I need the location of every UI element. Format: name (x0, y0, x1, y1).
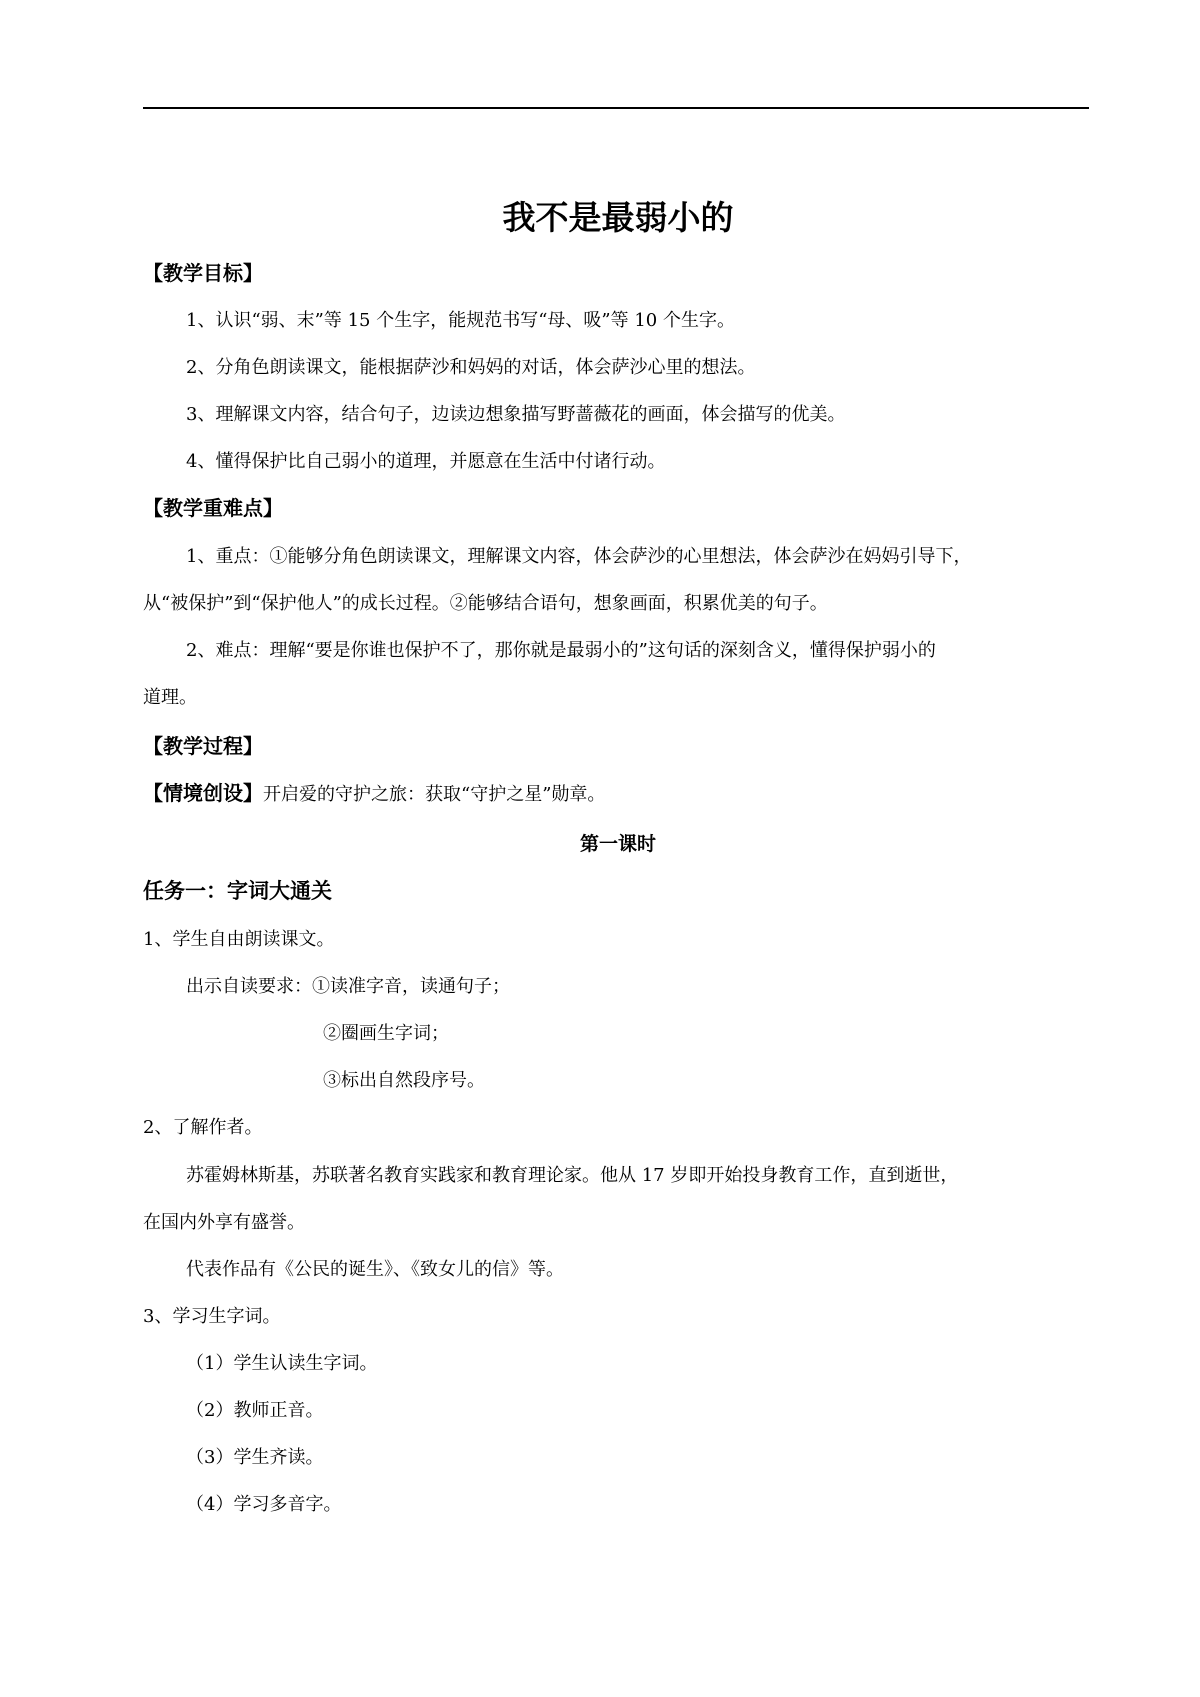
objective-item-4: 4、懂得保护比自己弱小的道理，并愿意在生活中付诸行动。 (186, 451, 666, 472)
scenario-heading: 【情境创设】 (143, 781, 263, 805)
lesson-title: 第一课时 (579, 833, 656, 855)
task1-step-3: 3、学习生字词。 (143, 1306, 281, 1327)
difficulty-line-1: 2、难点：理解“要是你谁也保护不了，那你就是最弱小的”这句话的深刻含义，懂得保护弱小的 (186, 640, 936, 661)
difficulty-line-2: 道理。 (143, 687, 197, 708)
scenario-text: 开启爱的守护之旅：获取“守护之星”勋章。 (263, 784, 606, 805)
sub-step-3: （3）学生齐读。 (186, 1447, 324, 1468)
author-line-2: 在国内外享有盛誉。 (143, 1212, 305, 1233)
header-rule (143, 107, 1089, 109)
requirement-2: ②圈画生字词； (323, 1023, 449, 1044)
process-heading: 【教学过程】 (143, 734, 263, 758)
sub-step-1: （1）学生认读生字词。 (186, 1353, 378, 1374)
task1-step-1: 1、学生自由朗读课文。 (143, 929, 335, 950)
page-title: 我不是最弱小的 (502, 198, 734, 237)
author-line-1: 苏霍姆林斯基，苏联著名教育实践家和教育理论家。他从 17 岁即开始投身教育工作，直到逝世， (186, 1165, 959, 1186)
objective-item-2: 2、分角色朗读课文，能根据萨沙和妈妈的对话，体会萨沙心里的想法。 (186, 357, 756, 378)
requirement-intro: 出示自读要求：①读准字音，读通句子； (186, 976, 510, 997)
objectives-heading: 【教学目标】 (143, 261, 263, 285)
works-line: 代表作品有《公民的诞生》、《致女儿的信》等。 (186, 1259, 564, 1280)
task1-step-2: 2、了解作者。 (143, 1117, 263, 1138)
key-points-heading: 【教学重难点】 (143, 496, 283, 520)
task1-heading: 任务一：字词大通关 (143, 879, 332, 903)
sub-step-4: （4）学习多音字。 (186, 1494, 342, 1515)
focus-line-2: 从“被保护”到“保护他人”的成长过程。②能够结合语句，想象画面，积累优美的句子。 (143, 593, 828, 614)
scenario-line (143, 780, 605, 808)
focus-line-1: 1、重点：①能够分角色朗读课文，理解课文内容，体会萨沙的心里想法，体会萨沙在妈妈引导下， (186, 546, 972, 567)
objective-item-3: 3、理解课文内容，结合句子，边读边想象描写野蔷薇花的画面，体会描写的优美。 (186, 404, 846, 425)
objective-item-1: 1、认识“弱、末”等 15 个生字，能规范书写“母、吸”等 10 个生字。 (186, 310, 735, 331)
requirement-3: ③标出自然段序号。 (323, 1070, 485, 1091)
sub-step-2: （2）教师正音。 (186, 1400, 324, 1421)
